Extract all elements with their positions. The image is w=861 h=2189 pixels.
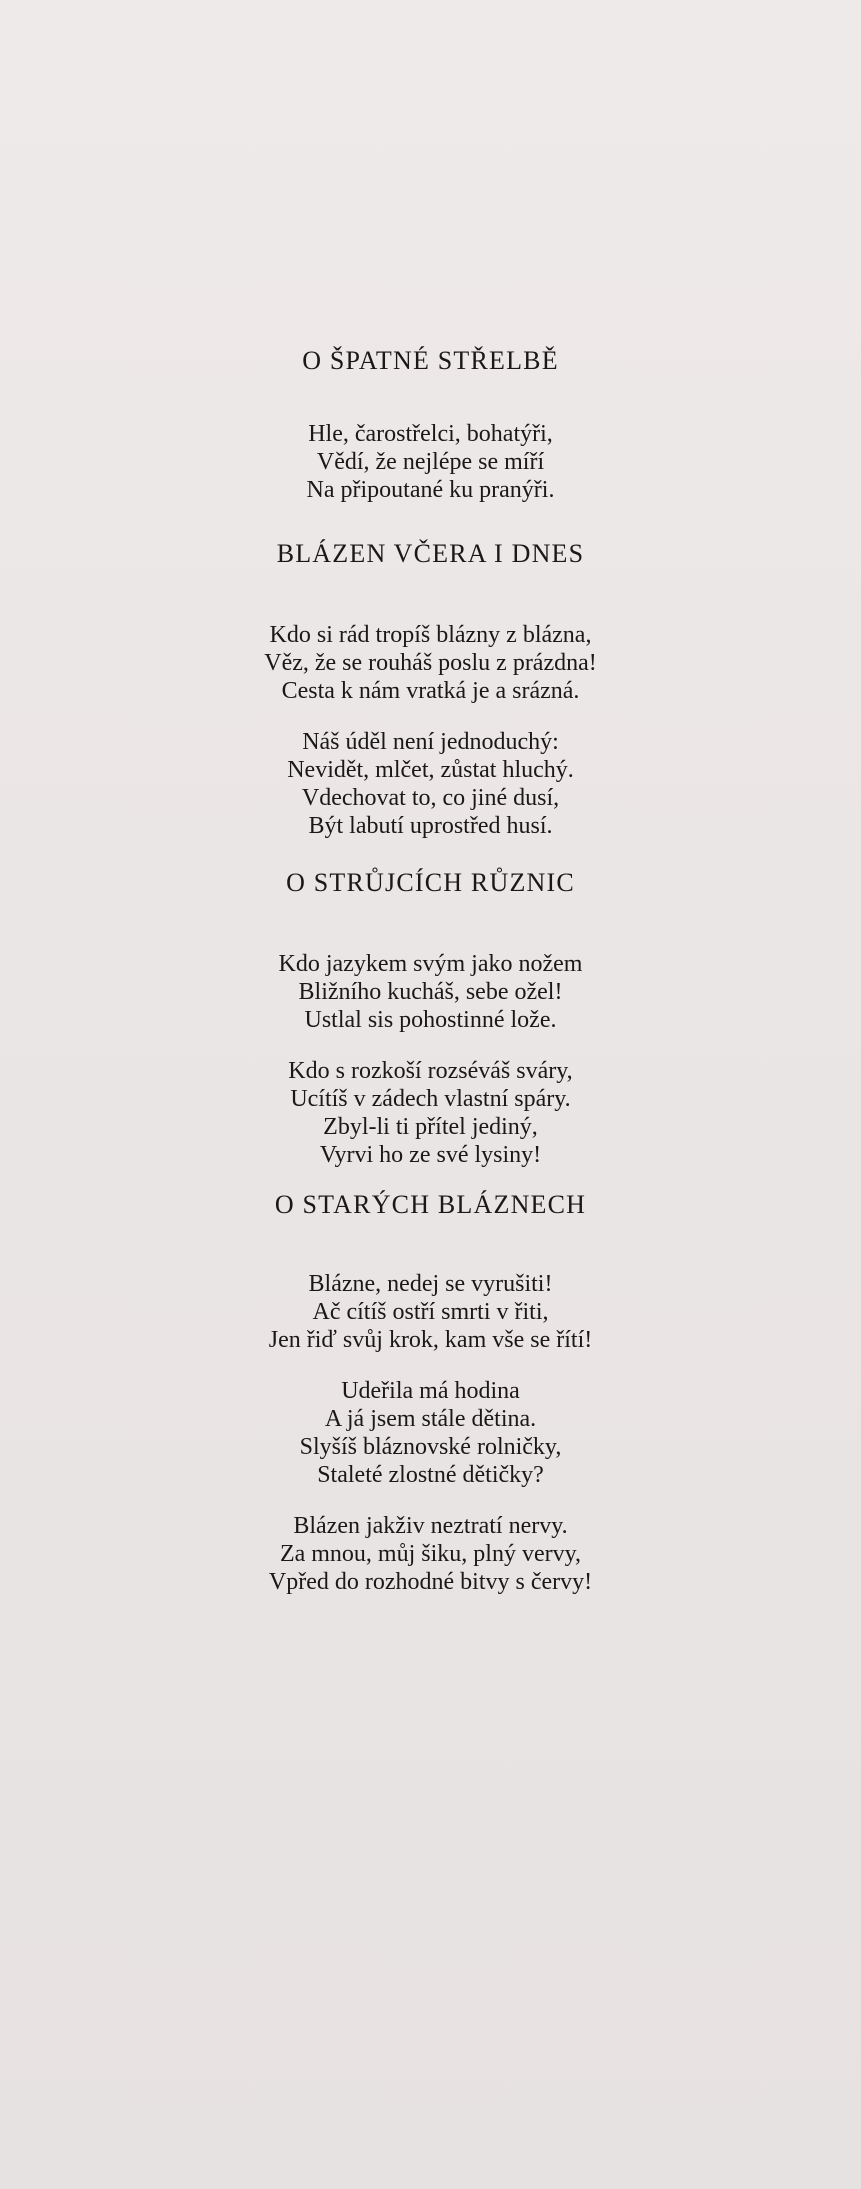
verse-line: Slyšíš bláznovské rolničky, (299, 1434, 562, 1460)
verse-line: Kdo si rád tropíš blázny z blázna, (269, 622, 592, 648)
poem-title: O ŠPATNÉ STŘELBĚ (302, 346, 559, 375)
stanza (0, 950, 861, 1034)
verse-line: Ucítíš v zádech vlastní spáry. (290, 1086, 571, 1112)
stanza (0, 1057, 861, 1169)
stanza (0, 1512, 861, 1596)
verse-line: Udeřila má hodina (341, 1378, 520, 1404)
stanza (0, 621, 861, 705)
verse-line: Zbyl-li ti přítel jediný, (323, 1114, 538, 1140)
verse-line: Za mnou, můj šiku, plný vervy, (279, 1541, 582, 1567)
verse-line: Kdo s rozkoší rozséváš sváry, (288, 1058, 573, 1084)
poem-title: O STARÝCH BLÁZNECH (274, 1190, 587, 1219)
poem-blazen-vcera-i-dnes (0, 539, 861, 840)
verse-line: A já jsem stále dětina. (324, 1406, 537, 1432)
verse-line: Věz, že se rouháš poslu z prázdna! (264, 650, 597, 676)
poem-title: O STRŮJCÍCH RŮZNIC (286, 868, 575, 897)
verse-line: Blázne, nedej se vyrušiti! (308, 1271, 553, 1297)
verse-line: Nevidět, mlčet, zůstat hluchý. (287, 757, 574, 783)
verse-line: Ustlal sis pohostinné lože. (304, 1007, 557, 1033)
verse-line: Cesta k nám vratká je a srázná. (281, 678, 580, 704)
verse-line: Být labutí uprostřed husí. (308, 813, 553, 839)
poem-o-starych-blaznech (0, 1190, 861, 1596)
verse-line: Ač cítíš ostří smrti v řiti, (312, 1299, 549, 1325)
poem-o-strujcich-ruznic (0, 868, 861, 1169)
verse-line: Vyrvi ho ze své lysiny! (319, 1142, 542, 1168)
verse-line: Blázen jakživ neztratí nervy. (293, 1513, 568, 1539)
verse-line: Na připoutané ku pranýři. (306, 477, 555, 503)
verse-line: Vpřed do rozhodné bitvy s červy! (268, 1569, 593, 1595)
verse-line: Bližního kucháš, sebe ožel! (298, 979, 563, 1005)
verse-line: Jen řiď svůj krok, kam vše se řítí! (268, 1327, 593, 1353)
stanza (0, 1377, 861, 1489)
verse-line: Vdechovat to, co jiné dusí, (301, 785, 560, 811)
verse-line: Vědí, že nejlépe se míří (316, 449, 545, 475)
verse-line: Náš úděl není jednoduchý: (302, 729, 559, 755)
verse-line: Hle, čarostřelci, bohatýři, (308, 421, 553, 447)
stanza (0, 420, 861, 504)
stanza (0, 1270, 861, 1354)
poem-o-spatne-strelbe (0, 346, 861, 504)
verse-line: Kdo jazykem svým jako nožem (278, 951, 583, 977)
poem-title: BLÁZEN VČERA I DNES (276, 539, 585, 568)
stanza (0, 728, 861, 840)
verse-line: Staleté zlostné dětičky? (317, 1462, 544, 1488)
